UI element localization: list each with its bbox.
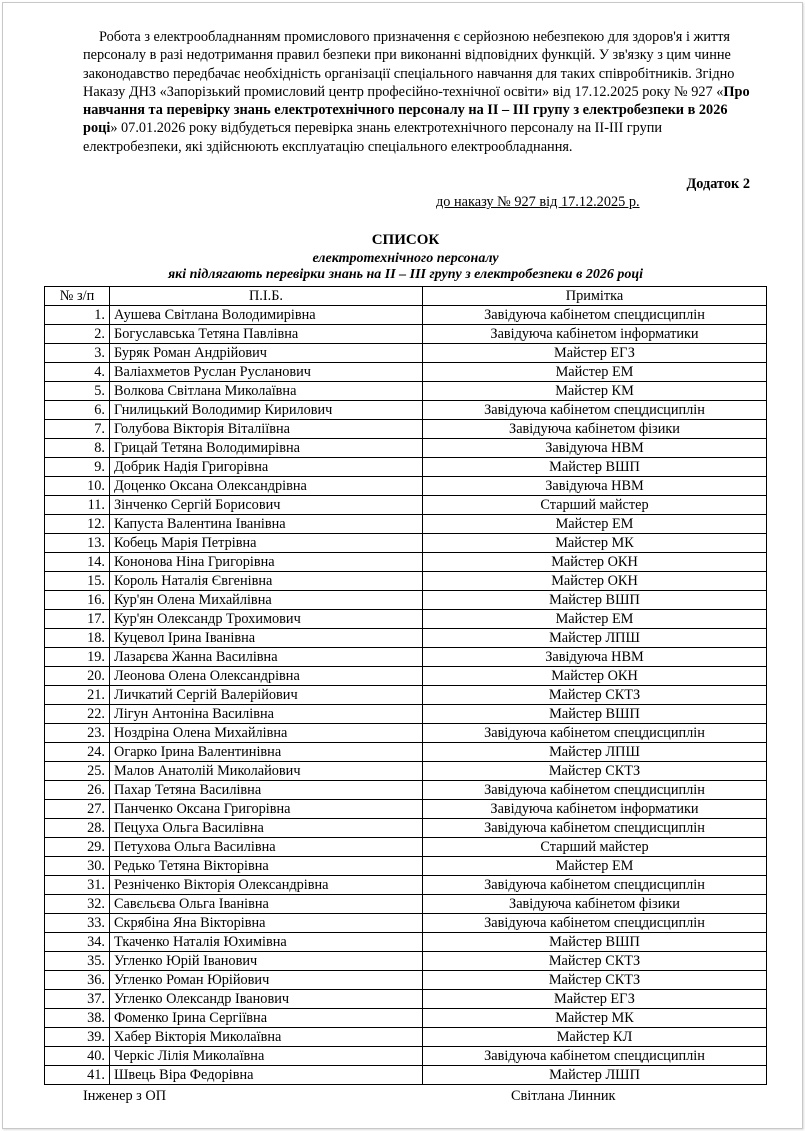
row-note: Майстер ЕМ: [423, 515, 767, 534]
table-row: [45, 762, 767, 781]
row-note: Майстер ЛПШ: [423, 629, 767, 648]
table-row: [45, 648, 767, 667]
table-row: [45, 1009, 767, 1028]
row-name: Грицай Тетяна Володимирівна: [110, 439, 423, 458]
row-name: Кононова Ніна Григорівна: [110, 553, 423, 572]
row-number: 36.: [45, 971, 110, 990]
row-name: Огарко Ірина Валентинівна: [110, 743, 423, 762]
row-note: Завідуюча НВМ: [423, 648, 767, 667]
row-number: 28.: [45, 819, 110, 838]
row-name: Лазарєва Жанна Василівна: [110, 648, 423, 667]
table-row: [45, 952, 767, 971]
row-number: 40.: [45, 1047, 110, 1066]
row-number: 27.: [45, 800, 110, 819]
row-number: 19.: [45, 648, 110, 667]
row-number: 10.: [45, 477, 110, 496]
header-number: № з/п: [45, 287, 110, 306]
row-number: 17.: [45, 610, 110, 629]
row-note: Завідуюча НВМ: [423, 477, 767, 496]
table-row: [45, 781, 767, 800]
intro-order-title: Про навчання та перевірку знань електротехнічного персоналу на ІІ – ІІІ групу з електробезпеки в 2026 році: [83, 83, 750, 137]
row-number: 38.: [45, 1009, 110, 1028]
table-row: [45, 420, 767, 439]
row-name: Богуславська Тетяна Павлівна: [110, 325, 423, 344]
table-row: [45, 971, 767, 990]
table-row: [45, 363, 767, 382]
row-name: Добрик Надія Григорівна: [110, 458, 423, 477]
table-row: [45, 325, 767, 344]
row-number: 39.: [45, 1028, 110, 1047]
table-row: [45, 895, 767, 914]
table-row: [45, 876, 767, 895]
row-note: Майстер ЕМ: [423, 857, 767, 876]
row-note: Майстер МК: [423, 534, 767, 553]
row-number: 6.: [45, 401, 110, 420]
row-name: Панченко Оксана Григорівна: [110, 800, 423, 819]
row-number: 20.: [45, 667, 110, 686]
row-note: Майстер ОКН: [423, 553, 767, 572]
table-row: [45, 610, 767, 629]
row-note: Майстер ВШП: [423, 458, 767, 477]
row-note: Майстер СКТЗ: [423, 952, 767, 971]
row-note: Завідуюча кабінетом спецдисциплін: [423, 914, 767, 933]
row-note: Завідуюча кабінетом спецдисциплін: [423, 876, 767, 895]
row-name: Хабер Вікторія Миколаївна: [110, 1028, 423, 1047]
row-number: 33.: [45, 914, 110, 933]
row-number: 22.: [45, 705, 110, 724]
row-note: Завідуюча кабінетом спецдисциплін: [423, 819, 767, 838]
row-name: Ткаченко Наталія Юхимівна: [110, 933, 423, 952]
table-row: [45, 857, 767, 876]
row-name: Пецуха Ольга Василівна: [110, 819, 423, 838]
intro-paragraph: [83, 28, 753, 156]
table-row: [45, 439, 767, 458]
table-row: [45, 344, 767, 363]
table-header-row: [45, 287, 767, 306]
row-note: Майстер СКТЗ: [423, 971, 767, 990]
list-title: СПИСОК: [371, 232, 440, 248]
row-name: Малов Анатолій Миколайович: [110, 762, 423, 781]
row-number: 14.: [45, 553, 110, 572]
row-name: Кур'ян Олександр Трохимович: [110, 610, 423, 629]
order-reference: до наказу № 927 від 17.12.2025 р.: [436, 194, 640, 210]
row-number: 11.: [45, 496, 110, 515]
row-name: Редько Тетяна Вікторівна: [110, 857, 423, 876]
row-number: 7.: [45, 420, 110, 439]
row-number: 30.: [45, 857, 110, 876]
row-note: Майстер ЕМ: [423, 610, 767, 629]
row-number: 13.: [45, 534, 110, 553]
row-number: 23.: [45, 724, 110, 743]
row-number: 8.: [45, 439, 110, 458]
row-name: Валіахметов Руслан Русланович: [110, 363, 423, 382]
table-body: [45, 306, 767, 1085]
row-name: Буряк Роман Андрійович: [110, 344, 423, 363]
row-note: Завідуюча кабінетом спецдисциплін: [423, 401, 767, 420]
row-number: 3.: [45, 344, 110, 363]
row-note: Завідуюча кабінетом інформатики: [423, 800, 767, 819]
row-note: Майстер КМ: [423, 382, 767, 401]
table-row: [45, 553, 767, 572]
row-name: Гнилицький Володимир Кирилович: [110, 401, 423, 420]
row-note: Завідуюча кабінетом інформатики: [423, 325, 767, 344]
table-row: [45, 629, 767, 648]
intro-text-part2: » 07.01.2026 року відбудеться перевірка знань електротехнічного персоналу на ІІ-ІІІ групи електробезпеки, які здійснюють експлуатацію спеціального електрообладнання.: [83, 120, 663, 155]
row-note: Майстер ВШП: [423, 933, 767, 952]
row-note: Майстер ЛШП: [423, 1066, 767, 1085]
row-name: Угленко Юрій Іванович: [110, 952, 423, 971]
row-number: 1.: [45, 306, 110, 325]
table-row: [45, 591, 767, 610]
row-note: Майстер СКТЗ: [423, 686, 767, 705]
row-number: 2.: [45, 325, 110, 344]
row-note: Завідуюча кабінетом спецдисциплін: [423, 1047, 767, 1066]
row-name: Кобець Марія Петрівна: [110, 534, 423, 553]
row-name: Савєльєва Ольга Іванівна: [110, 895, 423, 914]
table-row: [45, 477, 767, 496]
row-name: Король Наталія Євгенівна: [110, 572, 423, 591]
row-name: Угленко Роман Юрійович: [110, 971, 423, 990]
header-name: П.І.Б.: [110, 287, 423, 306]
table-row: [45, 515, 767, 534]
row-note: Майстер СКТЗ: [423, 762, 767, 781]
list-subtitle-1: електротехнічного персоналу: [312, 251, 499, 266]
signature-role: Інженер з ОП: [83, 1088, 167, 1104]
table-row: [45, 724, 767, 743]
row-name: Резніченко Вікторія Олександрівна: [110, 876, 423, 895]
row-name: Фоменко Ірина Сергіївна: [110, 1009, 423, 1028]
row-note: Завідуюча НВМ: [423, 439, 767, 458]
row-note: Завідуюча кабінетом спецдисциплін: [423, 724, 767, 743]
row-number: 32.: [45, 895, 110, 914]
row-note: Завідуюча кабінетом фізики: [423, 895, 767, 914]
table-row: [45, 667, 767, 686]
row-note: Завідуюча кабінетом спецдисциплін: [423, 781, 767, 800]
row-number: 24.: [45, 743, 110, 762]
row-number: 34.: [45, 933, 110, 952]
row-note: Завідуюча кабінетом спецдисциплін: [423, 306, 767, 325]
list-subtitle-2: які підлягають перевірки знань на ІІ – ІІІ групу з електробезпеки в 2026 році: [167, 267, 644, 282]
row-number: 25.: [45, 762, 110, 781]
signature-name: Світлана Линник: [511, 1088, 616, 1104]
row-name: Лігун Антоніна Василівна: [110, 705, 423, 724]
row-note: Майстер ОКН: [423, 667, 767, 686]
table-row: [45, 800, 767, 819]
row-name: Швець Віра Федорівна: [110, 1066, 423, 1085]
table-row: [45, 705, 767, 724]
row-name: Петухова Ольга Василівна: [110, 838, 423, 857]
row-name: Доценко Оксана Олександрівна: [110, 477, 423, 496]
row-note: Майстер ВШП: [423, 591, 767, 610]
table-row: [45, 458, 767, 477]
row-number: 35.: [45, 952, 110, 971]
table-row: [45, 572, 767, 591]
table-row: [45, 401, 767, 420]
document-page: [2, 2, 803, 1129]
row-number: 31.: [45, 876, 110, 895]
table-row: [45, 1047, 767, 1066]
row-number: 12.: [45, 515, 110, 534]
intro-text-part1: Робота з електрообладнанням промислового призначення є серйозною небезпекою для здоров'я і життя персоналу в разі недотримання правил безпеки при виконанні відповідних функцій. У зв'язку з цим чинне законодавство передбачає необхідність організації спеціального навчання для таких співробітників. Згідно Наказу ДНЗ «Запорізький промисловий центр професійно-технічної освіти» від 17.12.2025 року № 927 «: [83, 29, 735, 100]
table-row: [45, 496, 767, 515]
row-note: Майстер ЛПШ: [423, 743, 767, 762]
table-row: [45, 933, 767, 952]
row-number: 5.: [45, 382, 110, 401]
row-note: Майстер ЕГЗ: [423, 990, 767, 1009]
row-name: Угленко Олександр Іванович: [110, 990, 423, 1009]
row-name: Пахар Тетяна Василівна: [110, 781, 423, 800]
addendum-label: Додаток 2: [686, 176, 750, 192]
table-row: [45, 1028, 767, 1047]
row-name: Капуста Валентина Іванівна: [110, 515, 423, 534]
row-note: Майстер ЕГЗ: [423, 344, 767, 363]
row-note: Майстер ОКН: [423, 572, 767, 591]
row-number: 18.: [45, 629, 110, 648]
table-row: [45, 382, 767, 401]
table-row: [45, 306, 767, 325]
row-number: 4.: [45, 363, 110, 382]
row-number: 9.: [45, 458, 110, 477]
row-number: 16.: [45, 591, 110, 610]
table-row: [45, 686, 767, 705]
row-name: Леонова Олена Олександрівна: [110, 667, 423, 686]
row-number: 26.: [45, 781, 110, 800]
row-note: Завідуюча кабінетом фізики: [423, 420, 767, 439]
row-number: 21.: [45, 686, 110, 705]
row-number: 37.: [45, 990, 110, 1009]
table-row: [45, 534, 767, 553]
personnel-table: [44, 286, 767, 1085]
row-note: Майстер МК: [423, 1009, 767, 1028]
table-row: [45, 914, 767, 933]
row-note: Майстер ЕМ: [423, 363, 767, 382]
row-number: 15.: [45, 572, 110, 591]
row-name: Зінченко Сергій Борисович: [110, 496, 423, 515]
row-note: Старший майстер: [423, 496, 767, 515]
table-row: [45, 838, 767, 857]
table-row: [45, 743, 767, 762]
row-number: 29.: [45, 838, 110, 857]
table-row: [45, 819, 767, 838]
table-row: [45, 990, 767, 1009]
row-note: Старший майстер: [423, 838, 767, 857]
table-row: [45, 1066, 767, 1085]
row-number: 41.: [45, 1066, 110, 1085]
row-note: Майстер ВШП: [423, 705, 767, 724]
row-name: Волкова Світлана Миколаївна: [110, 382, 423, 401]
row-name: Голубова Вікторія Віталіївна: [110, 420, 423, 439]
row-name: Ноздріна Олена Михайлівна: [110, 724, 423, 743]
row-name: Кур'ян Олена Михайлівна: [110, 591, 423, 610]
row-name: Куцевол Ірина Іванівна: [110, 629, 423, 648]
row-name: Скрябіна Яна Вікторівна: [110, 914, 423, 933]
header-note: Примітка: [423, 287, 767, 306]
row-note: Майстер КЛ: [423, 1028, 767, 1047]
row-name: Личкатий Сергій Валерійович: [110, 686, 423, 705]
row-name: Аушева Світлана Володимирівна: [110, 306, 423, 325]
row-name: Черкіс Лілія Миколаївна: [110, 1047, 423, 1066]
